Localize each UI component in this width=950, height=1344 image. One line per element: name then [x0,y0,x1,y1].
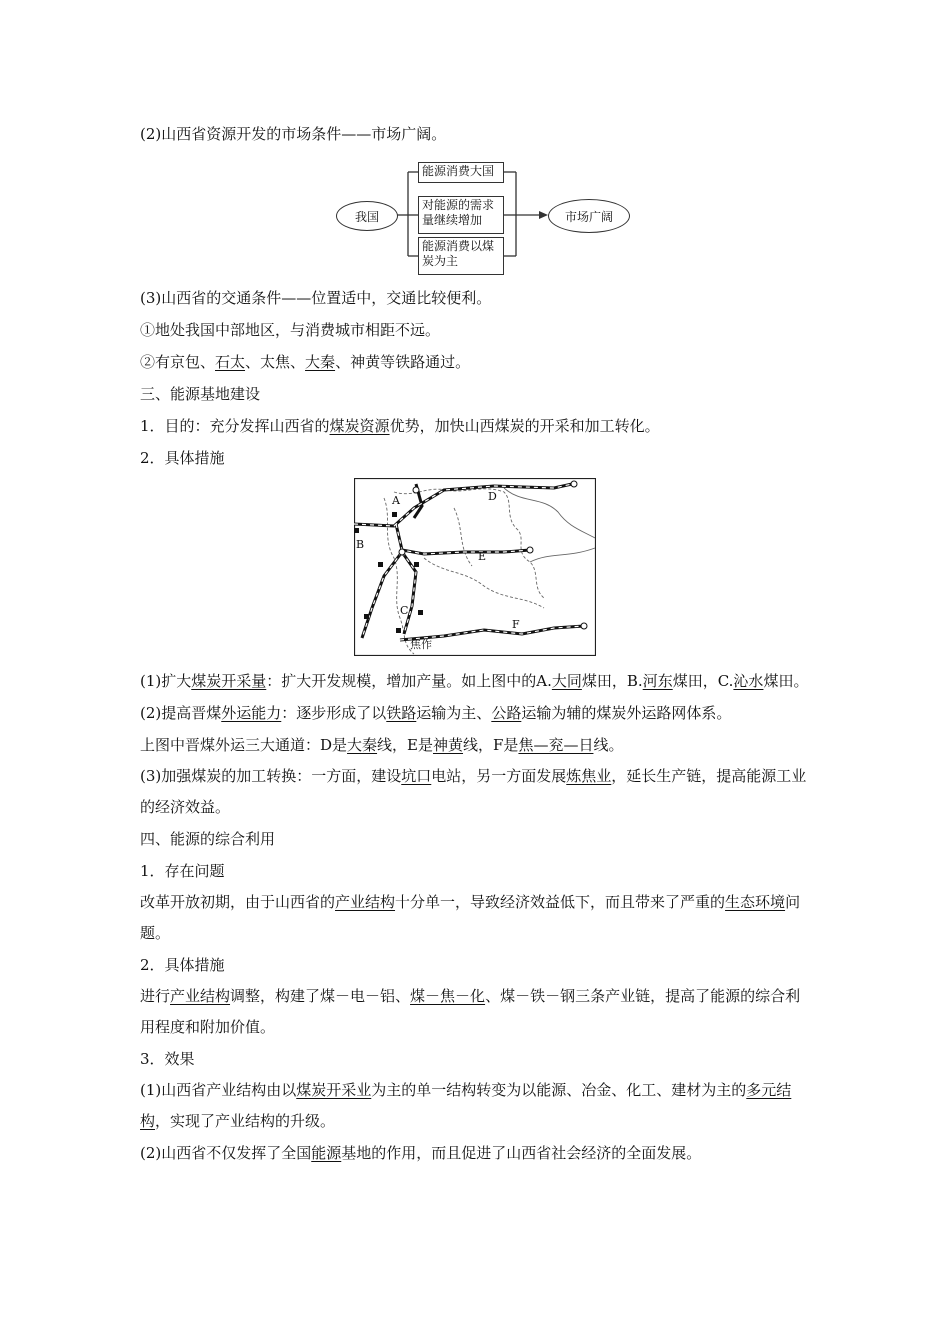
text: 问题。 [140,893,801,942]
text: 、太焦、 [245,353,306,371]
underlined-answer: 煤－焦－化 [410,987,486,1005]
flow-box-1: 能源消费大国 [418,162,504,183]
text: (1)扩大 [140,672,192,690]
text: 线，E是 [377,736,433,754]
document-page [140,118,812,1169]
map-city-label: 焦作 [410,638,432,651]
text: 煤田，C. [672,672,734,690]
map-label-c: C [400,604,409,617]
transport-point-2 [140,346,812,378]
text: ，实现了产业结构的升级。 [155,1112,336,1130]
text: ，延长生产链，提高能源工业的经济效益。 [140,767,807,816]
measure-3 [140,761,812,823]
measure-text-4 [140,981,812,1043]
underlined-answer: 石太 [215,353,246,371]
underlined-answer: 外运能力 [221,704,282,722]
transport-heading: (3)山西省的交通条件——位置适中，交通比较便利。 [140,289,492,307]
effect-1 [140,1075,812,1137]
text: ②有京包、 [140,353,216,371]
measure-2 [140,697,812,729]
underlined-answer: 煤炭资源 [329,417,390,435]
underlined-answer: 大秦 [347,736,378,754]
section3-title: 三、能源基地建设 [140,385,261,403]
text: 线。 [593,736,624,754]
text: (1)山西省产业结构由以 [140,1081,297,1099]
section4-title: 四、能源的综合利用 [140,830,276,848]
shanxi-coal-map [140,478,812,664]
text: 基地的作用，而且促进了山西省社会经济的全面发展。 [341,1144,702,1162]
text: (3)加强煤炭的加工转换：一方面，建设 [140,767,402,785]
effect-2 [140,1137,812,1169]
measure-1 [140,666,812,697]
text: 调整，构建了煤－电－铝、 [230,987,411,1005]
underlined-answer: 能源 [311,1144,342,1162]
underlined-answer: 焦—兖—日 [518,736,594,754]
underlined-answer: 多元结构 [140,1081,792,1130]
market-flowchart [140,154,812,276]
text: 改革开放初期，由于山西省的 [140,893,336,911]
text: 、神黄等铁路通过。 [335,353,471,371]
measure-2-channels [140,729,812,761]
text: 运输为辅的煤炭外运路网体系。 [521,704,732,722]
flow-box-3: 能源消费以煤炭为主 [418,237,504,275]
underlined-answer: 产业结构 [170,987,231,1005]
transport-point-1: ①地处我国中部地区，与消费城市相距不远。 [140,321,441,339]
text: 进行 [140,987,171,1005]
underlined-answer: 铁路 [386,704,417,722]
effect-title: 3．效果 [140,1050,195,1068]
underlined-answer: 炼焦业 [566,767,612,785]
underlined-answer: 煤炭开采量 [191,672,267,690]
underlined-answer: 公路 [491,704,522,722]
text: 1．目的：充分发挥山西省的 [140,417,330,435]
underlined-answer: 河东 [642,672,673,690]
underlined-answer: 煤炭开采业 [296,1081,372,1099]
text: 煤田。 [763,672,809,690]
market-heading: (2)山西省资源开发的市场条件——市场广阔。 [140,125,447,143]
text: ：扩大开发规模，增加产量。如上图中的A. [266,672,552,690]
text: 运输为主、 [416,704,492,722]
flow-box-2: 对能源的需求量继续增加 [418,196,504,234]
text: 电站，另一方面发展 [431,767,567,785]
purpose-line [140,410,812,442]
underlined-answer: 坑口 [401,767,432,785]
flow-target-oval: 市场广阔 [548,199,630,233]
measures-title: 2．具体措施 [140,449,225,467]
map-figure [354,478,596,656]
map-label-a: A [392,494,400,507]
text: 十分单一，导致经济效益低下，而且带来了严重的 [395,893,726,911]
measure-title-4: 2．具体措施 [140,956,225,974]
map-label-e: E [478,550,487,563]
text: 为主的单一结构转变为以能源、冶金、化工、建材为主的 [371,1081,747,1099]
underlined-answer: 神黄 [433,736,464,754]
map-label-b: B [356,538,365,551]
text: 优势，加快山西煤炭的开采和加工转化。 [389,417,660,435]
underlined-answer: 生态环境 [725,893,786,911]
text: 煤田，B. [581,672,643,690]
underlined-answer: 大同 [551,672,582,690]
text: ：逐步形成了以 [281,704,387,722]
underlined-answer: 沁水 [733,672,764,690]
problem-text [140,887,812,949]
flow-source-oval: 我国 [336,201,398,231]
underlined-answer: 产业结构 [335,893,396,911]
problem-title: 1．存在问题 [140,862,225,880]
text: (2)提高晋煤 [140,704,222,722]
text: 线，F是 [463,736,519,754]
text: (2)山西省不仅发挥了全国 [140,1144,312,1162]
map-label-f: F [512,618,520,631]
map-label-d: D [488,490,497,503]
text: 、煤－铁－钢三条产业链，提高了能源的综合利用程度和附加价值。 [140,987,801,1036]
text: 上图中晋煤外运三大通道：D是 [140,736,348,754]
underlined-answer: 大秦 [305,353,336,371]
